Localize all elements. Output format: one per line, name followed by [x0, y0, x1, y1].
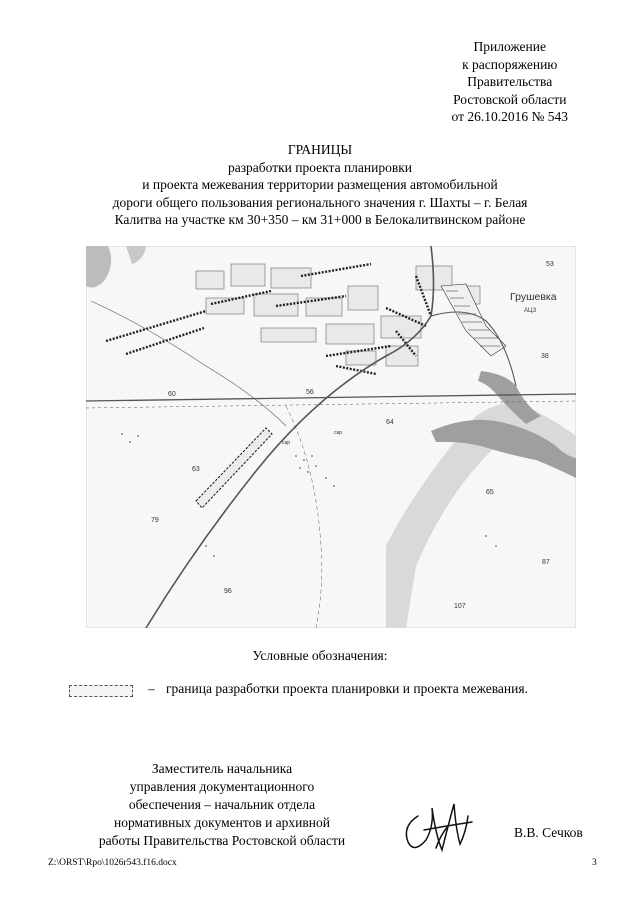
map-label: 87 — [542, 559, 550, 566]
position-line: Заместитель начальника — [151, 761, 293, 776]
title-line: разработки проекта планировки — [227, 159, 413, 175]
appendix-line: Ростовской области — [453, 91, 567, 107]
map-label: 79 — [151, 517, 159, 524]
map-label: 60 — [168, 391, 176, 398]
position-line: нормативных документов и архивной — [114, 815, 330, 830]
map-label: 63 — [192, 466, 200, 473]
legend-heading: Условные обозначения: — [252, 648, 388, 663]
map-locality-label: Грушевка — [510, 291, 557, 303]
legend-description: граница разработки проекта планировки и проекта межевания. — [166, 681, 528, 696]
page-number: 3 — [592, 858, 597, 868]
map-label: 65 — [486, 489, 494, 496]
signatory-name: В.В. Сечков — [514, 825, 583, 840]
map-locality-sub: АЦЗ — [524, 308, 537, 314]
boundary-map — [86, 246, 576, 628]
signatory-position — [92, 760, 352, 850]
map-label: сар — [282, 440, 291, 446]
map-label: 64 — [386, 419, 394, 426]
position-line: обеспечения – начальник отдела — [128, 797, 316, 812]
map-label: 38 — [541, 353, 549, 360]
map-label: 96 — [224, 588, 232, 595]
appendix-date: от 26.10.2016 № 543 — [451, 109, 568, 124]
appendix-line: Приложение — [473, 39, 546, 54]
legend-boundary-swatch — [69, 685, 133, 697]
title-line: дороги общего пользования регионального значения г. Шахты – г. Белая — [112, 194, 528, 210]
legend-dash: – — [148, 681, 155, 696]
appendix-line: к распоряжению — [462, 56, 558, 72]
map-label: 53 — [546, 261, 554, 268]
map-label: сар — [334, 430, 343, 436]
appendix-block — [452, 38, 568, 126]
document-title — [60, 141, 580, 229]
position-line: управления документационного — [129, 779, 315, 794]
title-heading: ГРАНИЦЫ — [287, 142, 353, 157]
appendix-line: Правительства — [467, 74, 553, 89]
map-label: 56 — [306, 389, 314, 396]
title-line: Калитва на участке км 30+350 – км 31+000 в Белокалитвинском районе — [114, 212, 526, 227]
footer-file-path: Z:\ORST\Rpo\1026r543.f16.docx — [48, 858, 177, 868]
handwritten-signature — [396, 796, 476, 860]
position-line: работы Правительства Ростовской области — [98, 833, 346, 848]
title-line: и проекта межевания территории размещения автомобильной — [142, 177, 498, 192]
map-label: 107 — [454, 603, 466, 610]
